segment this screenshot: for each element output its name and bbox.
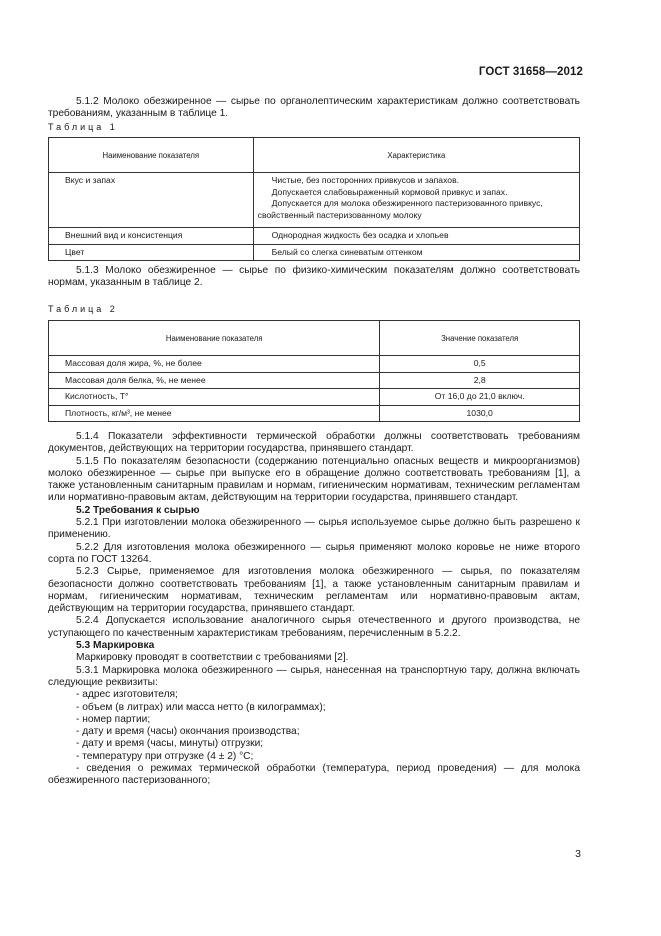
list-item: - адрес изготовителя;: [76, 689, 178, 701]
table-1-header-name: Наименование показателя: [49, 138, 254, 173]
table-2-cell-name: Массовая доля белка, %, не менее: [49, 372, 380, 389]
clause-5-2-4-text: 5.2.4 Допускается использование аналогичного сырья отечественного и другого производства, не уступающего по качественным характеристикам требованиям, перечисленным в 5.2.2.: [48, 615, 580, 639]
table-2-cell-name: Массовая доля жира, %, не более: [49, 356, 380, 373]
clause-5-2-3-text: 5.2.3 Сырье, применяемое для изготовления молока обезжиренного — сырья, по показателям безопасности должно соответствовать требованиям [1], а также установленным санитарным правилам и нормам, гигиеническим нормативам, техническим регламентам или нормативно-правовым актам, действующим на территории государства, принявшего стандарт.: [48, 566, 580, 615]
table-2-cell-value: От 16,0 до 21,0 включ.: [380, 389, 580, 406]
table-2-cell-name: Кислотность, Т°: [49, 389, 380, 406]
table-1-cell-name: Вкус и запах: [49, 173, 254, 228]
table-1-cell-characteristic: [253, 173, 579, 228]
table-row: [49, 356, 580, 373]
clause-5-1-3-text: 5.1.3 Молоко обезжиренное — сырье по физико-химическим показателям должно соответствовать нормам, указанным в таблице 2.: [48, 265, 580, 289]
list-item: - сведения о режимах термической обработки (температура, период проведения) — для молока обезжиренного пастеризованного;: [48, 763, 580, 787]
clause-5-2-2-text: 5.2.2 Для изготовления молока обезжиренного — сырья применяют молоко коровье не ниже второго сорта по ГОСТ 13264.: [48, 541, 580, 565]
clause-5-1-3: [48, 265, 580, 290]
table-2: [48, 320, 580, 422]
list-item: - дату и время (часы) окончания производства;: [76, 726, 300, 738]
table-1-cell-name: Внешний вид и консистенция: [49, 228, 254, 245]
table-row: [49, 405, 580, 422]
table-1: [48, 137, 580, 261]
page-number: 3: [575, 848, 581, 860]
characteristic-line: Однородная жидкость без осадка и хлопьев: [271, 230, 449, 240]
requisites-list: [48, 689, 580, 787]
table-2-cell-name: Плотность, кг/м³, не менее: [49, 405, 380, 422]
clause-5-1-2-text: 5.1.2 Молоко обезжиренное — сырье по органолептическим характеристикам должно соответствовать требованиям, указанным в таблице 1.: [48, 96, 580, 120]
table-1-header-characteristic: Характеристика: [253, 138, 579, 173]
section-5-2-heading: 5.2 Требования к сырью: [76, 504, 200, 516]
table-2-cell-value: 0,5: [380, 356, 580, 373]
clause-5-1-5-text: 5.1.5 По показателям безопасности (содержанию потенциально опасных веществ и микроорганизмов) молоко обезжиренное — сырье при выпуске его в обращение должно соответствовать требованиям [1], а также установленным санитарным правилам и нормам, гигиеническим нормативам, техническим регламентам или нормативно-правовым актам, действующим на территории государства, принявшего стандарт.: [48, 455, 580, 504]
table-2-header-value: Значение показателя: [380, 321, 580, 356]
table-row: [49, 372, 580, 389]
table-1-label: Таблица 1: [48, 122, 118, 132]
table-1-cell-name: Цвет: [49, 244, 254, 261]
list-item: - дату и время (часы, минуты) отгрузки;: [76, 738, 264, 750]
table-row: [49, 244, 580, 261]
table-2-label: Таблица 2: [48, 304, 118, 314]
table-2-header-name: Наименование показателя: [49, 321, 380, 356]
body-section: [48, 431, 580, 788]
list-item: - номер партии;: [76, 713, 151, 725]
table-1-cell-characteristic: [253, 228, 579, 245]
characteristic-line: Допускается для молока обезжиренного пастеризованного привкус, свойственный пастеризованному молоку: [257, 198, 543, 220]
clause-5-2-1-text: 5.2.1 При изготовлении молока обезжиренного — сырья используемое сырье должно быть разрешено к применению.: [48, 517, 580, 541]
characteristic-line: Чистые, без посторонних привкусов и запахов.: [271, 175, 460, 185]
table-row: [49, 173, 580, 228]
characteristic-line: Допускается слабовыраженный кормовой привкус и запах.: [271, 186, 508, 197]
table-2-cell-value: 1030,0: [380, 405, 580, 422]
clause-5-1-4-text: 5.1.4 Показатели эффективности термической обработки должны соответствовать требованиям документов, действующих на территории государства, принявшего стандарт.: [48, 431, 580, 455]
table-row: [49, 228, 580, 245]
list-item: - объем (в литрах) или масса нетто (в килограммах);: [76, 701, 326, 713]
characteristic-line: Белый со слегка синеватым оттенком: [271, 246, 423, 257]
list-item: - температуру при отгрузке (4 ± 2) °С;: [76, 750, 254, 762]
standard-header: ГОСТ 31658—2012: [478, 66, 583, 78]
table-1-cell-characteristic: [253, 244, 579, 261]
section-5-3-heading: 5.3 Маркировка: [76, 640, 155, 652]
clause-5-1-2: [48, 96, 580, 121]
clause-5-3-1-text: 5.3.1 Маркировка молока обезжиренного — сырья, нанесенная на транспортную тару, должна включать следующие реквизиты:: [48, 664, 580, 688]
table-2-cell-value: 2,8: [380, 372, 580, 389]
clause-5-3-text: Маркировку проводят в соответствии с требованиями [2].: [76, 652, 349, 664]
table-row: [49, 389, 580, 406]
